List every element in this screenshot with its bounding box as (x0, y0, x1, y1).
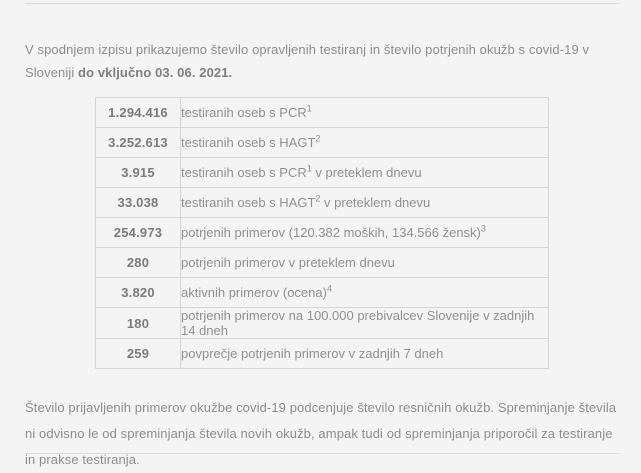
footnote-marker: 2 (315, 193, 321, 204)
stat-label: potrjenih primerov (120.382 moških, 134.566 žensk)$^3$ (181, 218, 549, 248)
stats-table-body (96, 98, 549, 369)
stat-value: 1.294.416 (96, 98, 181, 128)
stat-label: testiranih oseb s PCR$^1$ (181, 98, 549, 128)
stat-label: aktivnih primerov (ocena)$^4$ (181, 278, 549, 308)
footnote-marker: 3 (480, 223, 486, 234)
table-row (96, 339, 549, 369)
intro-bold-date: do vključno 03. 06. 2021. (78, 65, 233, 80)
stat-label: potrjenih primerov na 100.000 prebivalcev Slovenije v zadnjih 14 dneh (181, 308, 549, 339)
stat-value: 3.820 (96, 278, 181, 308)
intro-text: V spodnjem izpisu prikazujemo število opravljenih testiranj in število potrjenih okužb s covid-19 v Sloveniji (25, 42, 590, 80)
table-row (96, 278, 549, 308)
intro-paragraph (25, 0, 620, 84)
stat-label: potrjenih primerov v preteklem dnevu (181, 248, 549, 278)
stat-value: 33.038 (96, 188, 181, 218)
top-divider (25, 3, 620, 4)
table-row (96, 158, 549, 188)
footnote-marker: 1 (306, 103, 312, 114)
stat-label: testiranih oseb s PCR$^1$ v preteklem dnevu (181, 158, 549, 188)
stat-value: 280 (96, 248, 181, 278)
stat-label: povprečje potrjenih primerov v zadnjih 7 dneh (181, 339, 549, 369)
footnote-marker: 1 (306, 163, 312, 174)
stat-value: 3.252.613 (96, 128, 181, 158)
stat-value: 3.915 (96, 158, 181, 188)
bottom-divider (25, 453, 620, 454)
stat-label: testiranih oseb s HAGT$^2$ (181, 128, 549, 158)
stat-label: testiranih oseb s HAGT$^2$ v preteklem dnevu (181, 188, 549, 218)
table-row (96, 128, 549, 158)
table-row (96, 98, 549, 128)
table-row (96, 218, 549, 248)
stat-value: 180 (96, 308, 181, 339)
footnote-marker: 4 (326, 283, 332, 294)
table-row (96, 308, 549, 339)
stat-value: 259 (96, 339, 181, 369)
stat-value: 254.973 (96, 218, 181, 248)
table-row (96, 248, 549, 278)
footer-paragraph: Število prijavljenih primerov okužbe covid-19 podcenjuje število resničnih okužb. Spreminjanje števila ni odvisno le od spreminjanja števila novih okužb, ampak tudi od spreminjanja priporočil za testiranje in prakse testiranja. (25, 400, 617, 467)
footnote-marker: 2 (315, 133, 321, 144)
covid-stats-table (95, 97, 549, 369)
table-row (96, 188, 549, 218)
